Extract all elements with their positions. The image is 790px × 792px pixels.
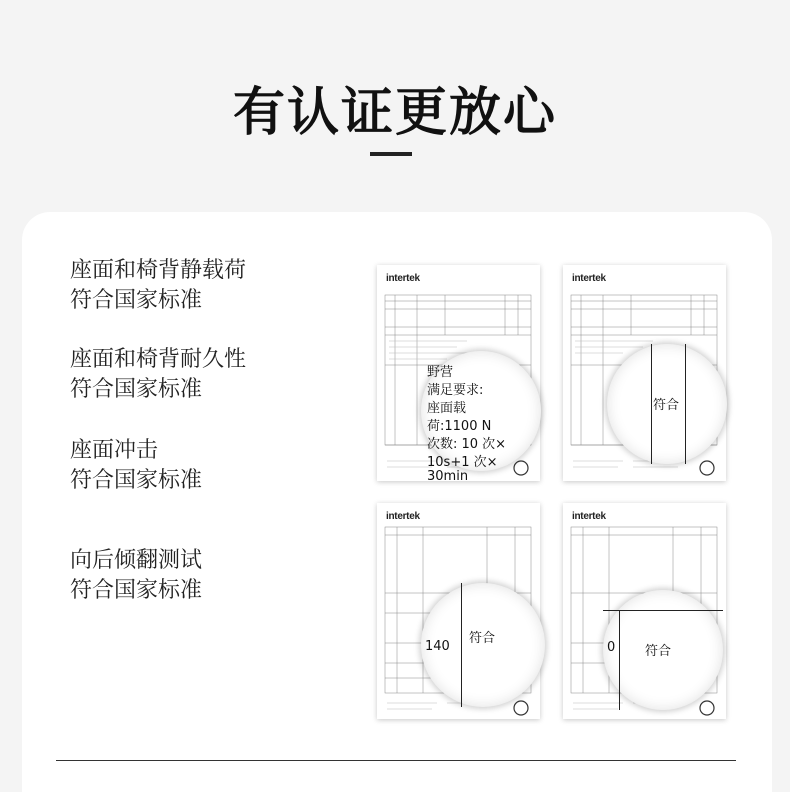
magnifier-lens-2: 符合 <box>607 344 727 464</box>
intertek-logo: intertek <box>572 273 606 284</box>
claim-durability <box>70 345 246 405</box>
claim-line: 符合国家标准 <box>70 288 203 313</box>
intertek-logo: intertek <box>386 511 420 522</box>
page-title: 有认证更放心 <box>232 83 557 143</box>
claim-line: 座面冲击 <box>70 438 159 463</box>
claim-line: 符合国家标准 <box>70 578 203 603</box>
claim-tip-over <box>70 546 202 606</box>
claim-line: 座面和椅背耐久性 <box>70 347 247 372</box>
magnifier-lens-3: 140 符合 <box>421 583 545 707</box>
claim-line: 符合国家标准 <box>70 377 203 402</box>
claim-line: 符合国家标准 <box>70 468 203 493</box>
claim-line: 座面和椅背静载荷 <box>70 258 247 283</box>
intertek-logo: intertek <box>572 511 606 522</box>
magnifier-lens-4: 0 符合 <box>603 590 723 710</box>
title-underline <box>370 152 412 156</box>
claim-seat-impact <box>70 436 202 496</box>
claim-static-load <box>70 256 246 316</box>
magnifier-lens-1: 野营 满足要求: 座面载 荷:1100 N 次数: 10 次× 10s+1 次× 30min <box>421 351 541 471</box>
bottom-divider <box>56 760 736 761</box>
intertek-logo: intertek <box>386 273 420 284</box>
claim-line: 向后倾翻测试 <box>70 548 203 573</box>
